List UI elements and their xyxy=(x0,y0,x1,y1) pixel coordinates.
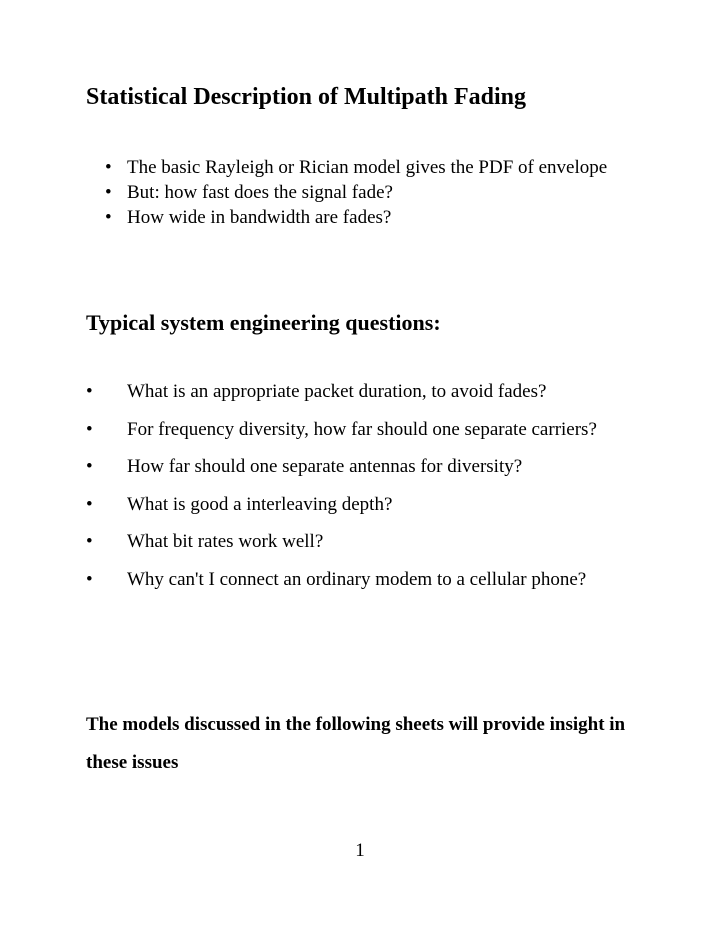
question-list xyxy=(86,373,646,598)
closing-statement: The models discussed in the following sheets will provide insight in these issues xyxy=(86,714,626,773)
bullet-icon: • xyxy=(86,493,93,515)
list-item xyxy=(86,180,626,205)
bullet-icon: • xyxy=(86,381,93,402)
list-item xyxy=(86,411,646,449)
page-title: Statistical Description of Multipath Fading xyxy=(86,84,527,110)
list-item-text: What is an appropriate packet duration, to avoid fades? xyxy=(127,381,547,402)
list-item xyxy=(86,561,646,599)
list-item xyxy=(86,523,646,561)
list-item-text: How far should one separate antennas for diversity? xyxy=(127,456,523,477)
list-item xyxy=(86,486,646,524)
list-item xyxy=(86,155,626,180)
intro-bullet-list xyxy=(86,155,626,230)
list-item-text: How wide in bandwidth are fades? xyxy=(127,207,392,228)
bullet-icon: • xyxy=(105,157,112,178)
list-item xyxy=(86,448,646,486)
bullet-icon: • xyxy=(86,418,93,440)
section-heading: Typical system engineering questions: xyxy=(86,310,441,335)
bullet-icon: • xyxy=(105,207,112,228)
bullet-icon: • xyxy=(86,568,93,590)
bullet-icon: • xyxy=(105,182,112,203)
list-item-text: Why can't I connect an ordinary modem to a cellular phone? xyxy=(127,568,587,590)
list-item-text: The basic Rayleigh or Rician model gives the PDF of envelope xyxy=(127,157,608,178)
list-item-text: What is good a interleaving depth? xyxy=(127,493,393,515)
page-number: 1 xyxy=(355,840,365,861)
list-item-text: What bit rates work well? xyxy=(127,531,324,552)
list-item-text: But: how fast does the signal fade? xyxy=(127,182,393,203)
bullet-icon: • xyxy=(86,456,93,477)
list-item xyxy=(86,205,626,230)
bullet-icon: • xyxy=(86,531,93,552)
list-item-text: For frequency diversity, how far should one separate carriers? xyxy=(127,418,597,440)
list-item xyxy=(86,373,646,411)
